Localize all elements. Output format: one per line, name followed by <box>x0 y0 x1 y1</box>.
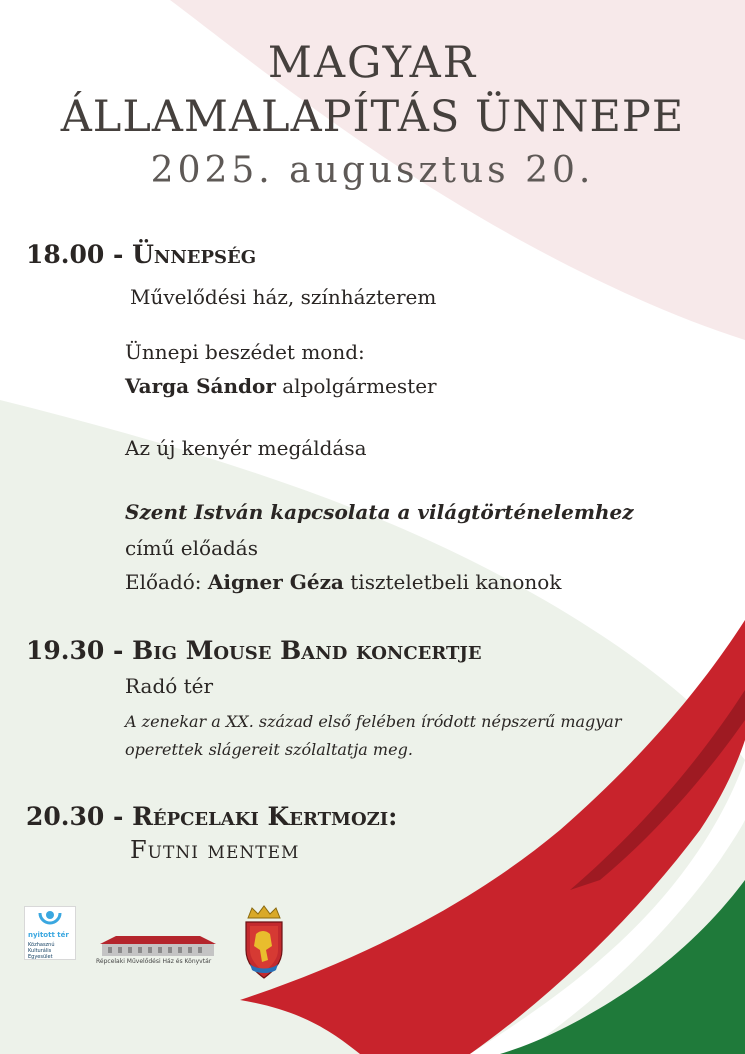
event2-heading: 19.30 - Big Mouse Band koncertje <box>26 636 482 665</box>
event2-desc-line-2: operettek slágereit szólaltatja meg. <box>125 740 413 759</box>
event2-desc-line-1: A zenekar a XX. század első felében íródott népszerű magyar <box>125 712 622 731</box>
event1-heading: 18.00 - Ünnepség <box>26 240 257 269</box>
culture-house-logo <box>96 934 220 958</box>
title-line-2: ÁLLAMALAPÍTÁS ÜNNEPE <box>60 92 685 142</box>
coat-of-arms-icon <box>242 904 286 980</box>
event3-film: Futni mentem <box>130 836 300 864</box>
speaker-name: Varga Sándor <box>125 374 276 398</box>
nyitott-ter-logo <box>24 906 76 960</box>
event1-blessing: Az új kenyér megáldása <box>125 436 367 460</box>
presenter-label: Előadó: <box>125 570 208 594</box>
event1-speech-intro: Ünnepi beszédet mond: <box>125 340 365 364</box>
culture-house-caption: Répcelaki Művelődési Ház és Könyvtár <box>96 958 212 965</box>
title-line-1: MAGYAR <box>267 38 478 88</box>
nyitott-ter-name: nyitott tér <box>28 931 69 939</box>
presenter-role: tiszteletbeli kanonok <box>343 570 562 594</box>
event2-venue: Radó tér <box>125 674 214 698</box>
nyitott-ter-l3: Egyesület <box>28 954 53 960</box>
nyitott-ter-l2: Kulturális <box>28 948 52 954</box>
lecture-title: Szent István kapcsolata a világtörténelemhez <box>125 500 634 524</box>
nyitott-ter-symbol <box>37 910 63 930</box>
event3-heading: 20.30 - Répcelaki Kertmozi: <box>26 802 398 831</box>
speaker-role: alpolgármester <box>275 374 437 398</box>
nyitott-ter-l1: Közhasznú <box>28 942 55 948</box>
lecture-suffix: című előadás <box>125 536 258 560</box>
event1-venue: Művelődési ház, színházterem <box>130 285 437 309</box>
event1-presenter <box>125 570 561 594</box>
event-date: 2025. augusztus 20. <box>150 150 595 191</box>
presenter-name: Aigner Géza <box>207 570 344 594</box>
event1-speaker <box>125 374 437 398</box>
